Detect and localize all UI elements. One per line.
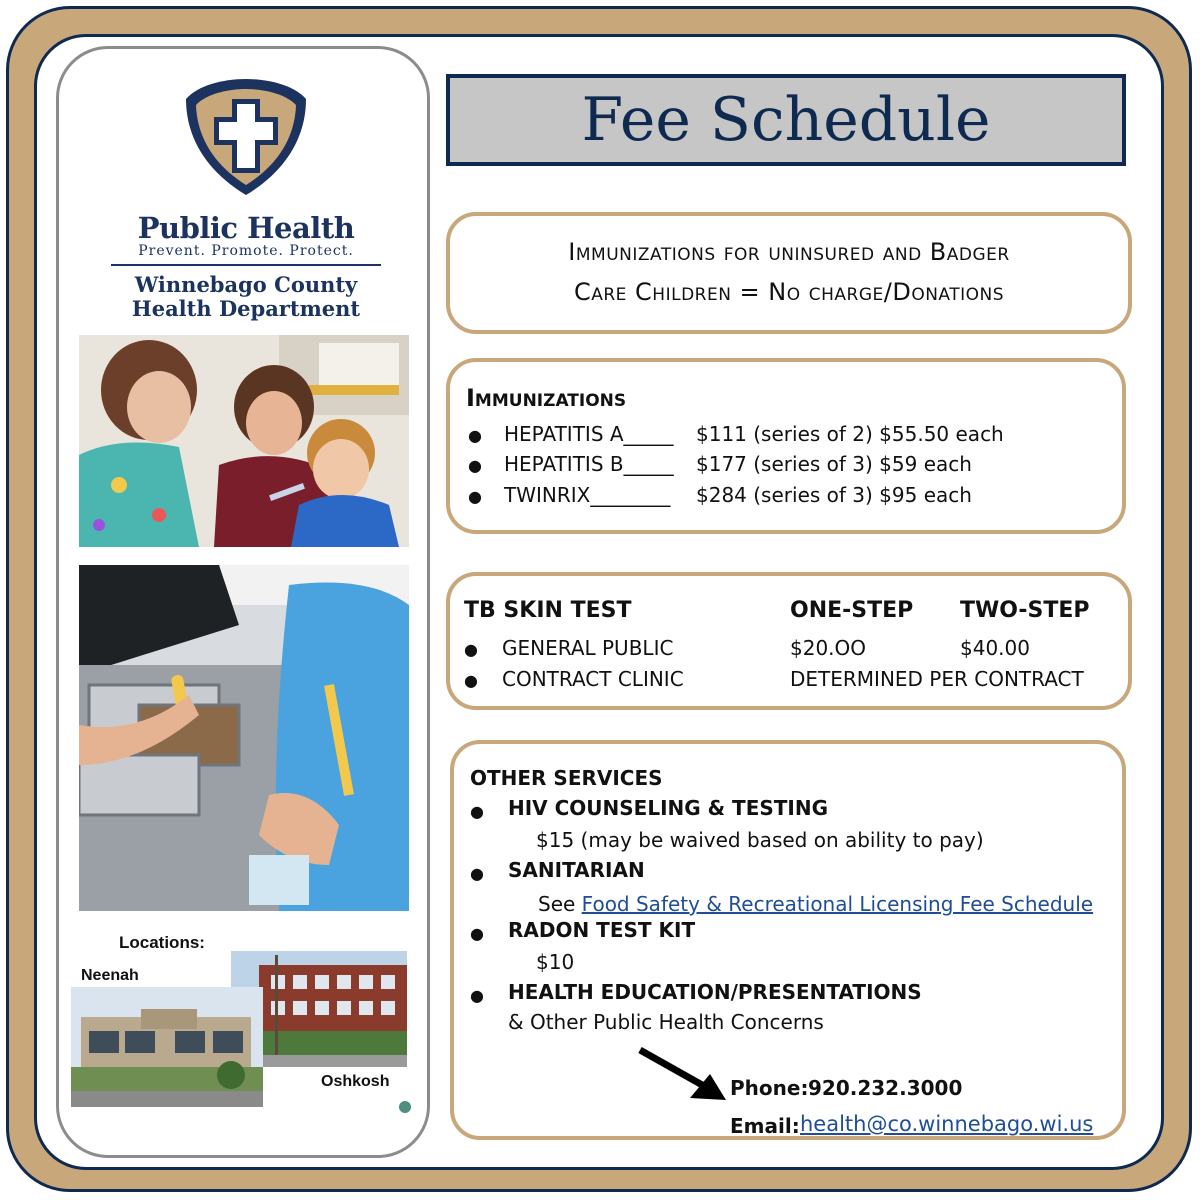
org-name: Public Health bbox=[137, 211, 355, 245]
service-name: HIV COUNSELING & TESTING bbox=[508, 796, 828, 820]
service-detail: $10 bbox=[536, 950, 575, 974]
bullet-icon: ● bbox=[470, 802, 484, 821]
org-tagline: Prevent. Promote. Protect. bbox=[138, 243, 354, 259]
public-health-shield-logo bbox=[180, 75, 312, 199]
sidebar bbox=[56, 46, 430, 1158]
tb-title: TB SKIN TEST bbox=[464, 598, 632, 623]
banner-line-2: Care Children = No charge/Donations bbox=[573, 278, 1005, 306]
service-detail bbox=[538, 892, 1093, 916]
bullet-icon: ● bbox=[468, 426, 482, 445]
bullet-icon: ● bbox=[468, 487, 482, 506]
locations-label: Locations: bbox=[119, 933, 205, 952]
banner-line-1: Immunizations for uninsured and Badger bbox=[568, 238, 1010, 266]
location-oshkosh-label: Oshkosh bbox=[321, 1073, 390, 1090]
tb-row-two-step: $40.00 bbox=[960, 636, 1030, 660]
bullet-icon: ● bbox=[470, 986, 484, 1005]
dept-line-2: Health Department bbox=[131, 296, 361, 321]
service-name: HEALTH EDUCATION/PRESENTATIONS bbox=[508, 980, 922, 1004]
tb-row-label: CONTRACT CLINIC bbox=[502, 667, 684, 691]
other-services-card bbox=[450, 740, 1126, 1140]
immunization-name: TWINRIX________ bbox=[504, 483, 671, 507]
service-detail: $15 (may be waived based on ability to pay) bbox=[536, 828, 984, 852]
other-services-title: OTHER SERVICES bbox=[470, 766, 663, 790]
page-title: Fee Schedule bbox=[581, 85, 991, 155]
service-detail: & Other Public Health Concerns bbox=[508, 1010, 824, 1034]
service-name: SANITARIAN bbox=[508, 858, 645, 882]
immunization-name: HEPATITIS A_____ bbox=[504, 422, 674, 446]
page-title-box bbox=[446, 74, 1126, 166]
email-label: Email: bbox=[730, 1114, 800, 1138]
banner-card bbox=[446, 212, 1132, 334]
bullet-icon: ● bbox=[470, 864, 484, 883]
neenah-building-photo bbox=[71, 987, 263, 1107]
service-name: RADON TEST KIT bbox=[508, 918, 696, 942]
bullet-icon: ● bbox=[464, 671, 478, 690]
location-neenah-label: Neenah bbox=[81, 967, 139, 984]
immunization-fee: $284 (series of 3) $95 each bbox=[696, 483, 972, 507]
phone-label: Phone: bbox=[730, 1076, 809, 1100]
phone-number: 920.232.3000 bbox=[808, 1076, 963, 1100]
service-detail-prefix: See bbox=[538, 892, 576, 916]
immunizations-card bbox=[446, 358, 1126, 534]
dept-name bbox=[59, 273, 430, 321]
bullet-icon: ● bbox=[468, 456, 482, 475]
logo-divider bbox=[111, 264, 381, 266]
immunization-name: HEPATITIS B_____ bbox=[504, 452, 674, 476]
tb-col-one-step: ONE-STEP bbox=[790, 598, 914, 623]
immunization-photo bbox=[79, 335, 409, 547]
food-inspection-photo bbox=[79, 565, 409, 911]
tb-row-label: GENERAL PUBLIC bbox=[502, 636, 674, 660]
tb-row-one-step: $20.OO bbox=[790, 636, 867, 660]
dept-line-1: Winnebago County bbox=[134, 272, 358, 297]
decorative-dot bbox=[399, 1101, 411, 1113]
bullet-icon: ● bbox=[464, 640, 478, 659]
fee-schedule-link[interactable]: Food Safety & Recreational Licensing Fee Schedule bbox=[581, 892, 1094, 916]
tb-col-two-step: TWO-STEP bbox=[960, 598, 1090, 623]
tb-skin-test-card bbox=[446, 572, 1132, 710]
immunizations-title: Immunizations bbox=[466, 384, 627, 412]
email-link[interactable]: health@co.winnebago.wi.us bbox=[800, 1112, 1094, 1136]
immunization-fee: $177 (series of 3) $59 each bbox=[696, 452, 972, 476]
immunization-fee: $111 (series of 2) $55.50 each bbox=[696, 422, 1004, 446]
arrow-icon bbox=[634, 1044, 734, 1104]
bullet-icon: ● bbox=[470, 924, 484, 943]
tb-row-one-step: DETERMINED PER CONTRACT bbox=[790, 667, 1084, 691]
